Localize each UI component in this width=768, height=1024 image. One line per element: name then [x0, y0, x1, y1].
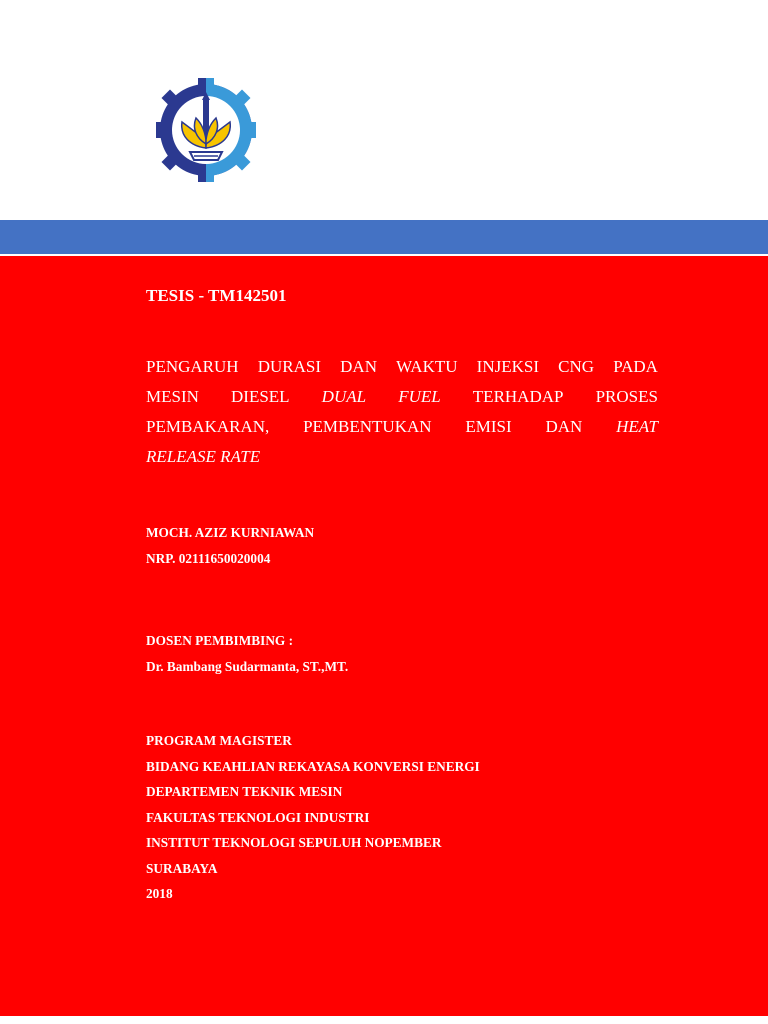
field-name: BIDANG KEAHLIAN REKAYASA KONVERSI ENERGI — [146, 758, 480, 774]
title-line-1 — [146, 352, 658, 382]
header-area — [0, 0, 768, 220]
title-word: WAKTU — [396, 357, 458, 376]
institution-block — [146, 728, 480, 907]
blue-band — [0, 220, 768, 254]
title-word-italic: FUEL — [398, 387, 441, 406]
supervisor-block — [146, 628, 348, 679]
city-name: SURABAYA — [146, 860, 218, 876]
title-word-italic: DUAL — [321, 387, 367, 406]
title-word: DURASI — [257, 357, 321, 376]
title-word: PEMBAKARAN, — [146, 417, 270, 436]
title-word-italic: HEAT — [616, 417, 658, 436]
title-word: DIESEL — [231, 387, 290, 406]
title-word: PADA — [613, 357, 658, 376]
title-word-italic: RELEASE — [146, 447, 216, 466]
its-logo-icon — [150, 78, 262, 182]
year: 2018 — [146, 886, 173, 901]
author-nrp: NRP. 02111650020004 — [146, 550, 271, 566]
title-word: CNG — [558, 357, 595, 376]
author-block — [146, 520, 314, 571]
supervisor-label: DOSEN PEMBIMBING : — [146, 633, 294, 648]
title-line-2 — [146, 382, 658, 412]
title-word: DAN — [545, 417, 583, 436]
title-word: MESIN — [146, 387, 199, 406]
faculty-name: FAKULTAS TEKNOLOGI INDUSTRI — [146, 809, 370, 825]
title-word: EMISI — [465, 417, 512, 436]
institute-name: INSTITUT TEKNOLOGI SEPULUH NOPEMBER — [146, 835, 442, 850]
title-word: PENGARUH — [146, 357, 239, 376]
title-word: PROSES — [595, 387, 658, 406]
title-word: INJEKSI — [476, 357, 539, 376]
thesis-code: TESIS - TM142501 — [146, 286, 287, 305]
title-line-4 — [146, 442, 658, 472]
supervisor-name: Dr. Bambang Sudarmanta, ST.,MT. — [146, 658, 349, 674]
title-line-3 — [146, 412, 658, 442]
title-word: PEMBENTUKAN — [303, 417, 432, 436]
program-name: PROGRAM MAGISTER — [146, 733, 292, 748]
thesis-title — [146, 352, 658, 472]
author-name: MOCH. AZIZ KURNIAWAN — [146, 525, 315, 540]
bottom-strip — [0, 1016, 768, 1024]
department-name: DEPARTEMEN TEKNIK MESIN — [146, 784, 343, 799]
title-word: TERHADAP — [472, 387, 564, 406]
title-word: DAN — [340, 357, 377, 376]
title-word-italic: RATE — [220, 447, 261, 466]
